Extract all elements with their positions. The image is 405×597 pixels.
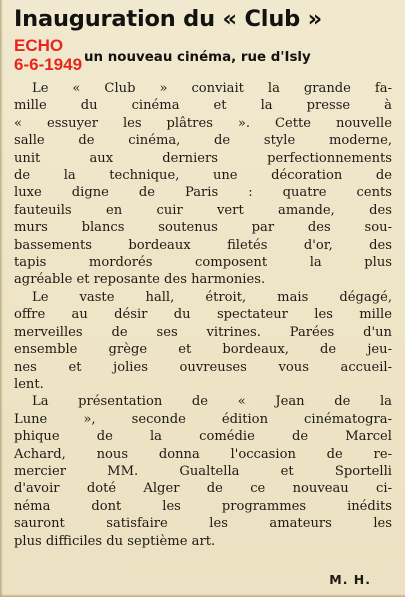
text-line: de la technique, une décoration de	[14, 168, 392, 184]
text-line: fauteuils en cuir vert amande, des	[14, 202, 392, 218]
article-body	[14, 80, 392, 550]
text-line: « essuyer les plâtres ». Cette nouvelle	[14, 115, 392, 131]
text-line: Achard, nous donna l'occasion de re-	[14, 446, 392, 462]
text-line: salle de cinéma, de style moderne,	[14, 133, 392, 149]
source-stamp	[14, 36, 82, 74]
text-line: La présentation de « Jean de la	[32, 394, 392, 410]
text-line: murs blancs soutenus par des sou-	[14, 220, 392, 236]
article-headline: Inauguration du « Club »	[14, 6, 323, 32]
paragraph-1	[14, 80, 392, 289]
text-line: nes et jolies ouvreuses vous accueil-	[14, 359, 392, 375]
text-line: Lune », seconde édition cinématogra-	[14, 411, 392, 427]
text-line: luxe digne de Paris : quatre cents	[14, 185, 392, 201]
text-line: Le vaste hall, étroit, mais dégagé,	[32, 289, 392, 305]
article-subheadline: un nouveau cinéma, rue d'Isly	[84, 50, 311, 65]
text-line: sauront satisfaire les amateurs les	[14, 516, 392, 532]
text-line: phique de la comédie de Marcel	[14, 429, 392, 445]
stamp-publication: ECHO	[14, 36, 64, 55]
text-line: agréable et reposante des harmonies.	[14, 272, 266, 288]
text-line: offre au désir du spectateur les mille	[14, 307, 392, 323]
paragraph-2	[14, 289, 392, 393]
paper-edge-left	[0, 0, 3, 597]
text-line: ensemble grège et bordeaux, de jeu-	[14, 342, 392, 358]
stamp-date: 6-6-1949	[14, 55, 83, 74]
text-line: bassements bordeaux filetés d'or, des	[14, 237, 392, 253]
paragraph-3	[14, 393, 392, 550]
text-line: unit aux derniers perfectionnements	[14, 150, 392, 166]
text-line: lent.	[14, 376, 44, 392]
text-line: néma dont les programmes inédits	[14, 498, 392, 514]
text-line: Le « Club » conviait la grande fa-	[32, 81, 392, 96]
text-line: tapis mordorés composent la plus	[14, 255, 392, 271]
text-line: d'avoir doté Alger de ce nouveau ci-	[14, 481, 392, 497]
text-line: plus difficiles du septième art.	[14, 533, 216, 549]
author-signature: M. H.	[329, 572, 371, 587]
text-line: merveilles de ses vitrines. Parées d'un	[14, 324, 392, 340]
text-line: mercier MM. Gualtella et Sportelli	[14, 463, 392, 479]
text-line: mille du cinéma et la presse à	[14, 98, 392, 114]
